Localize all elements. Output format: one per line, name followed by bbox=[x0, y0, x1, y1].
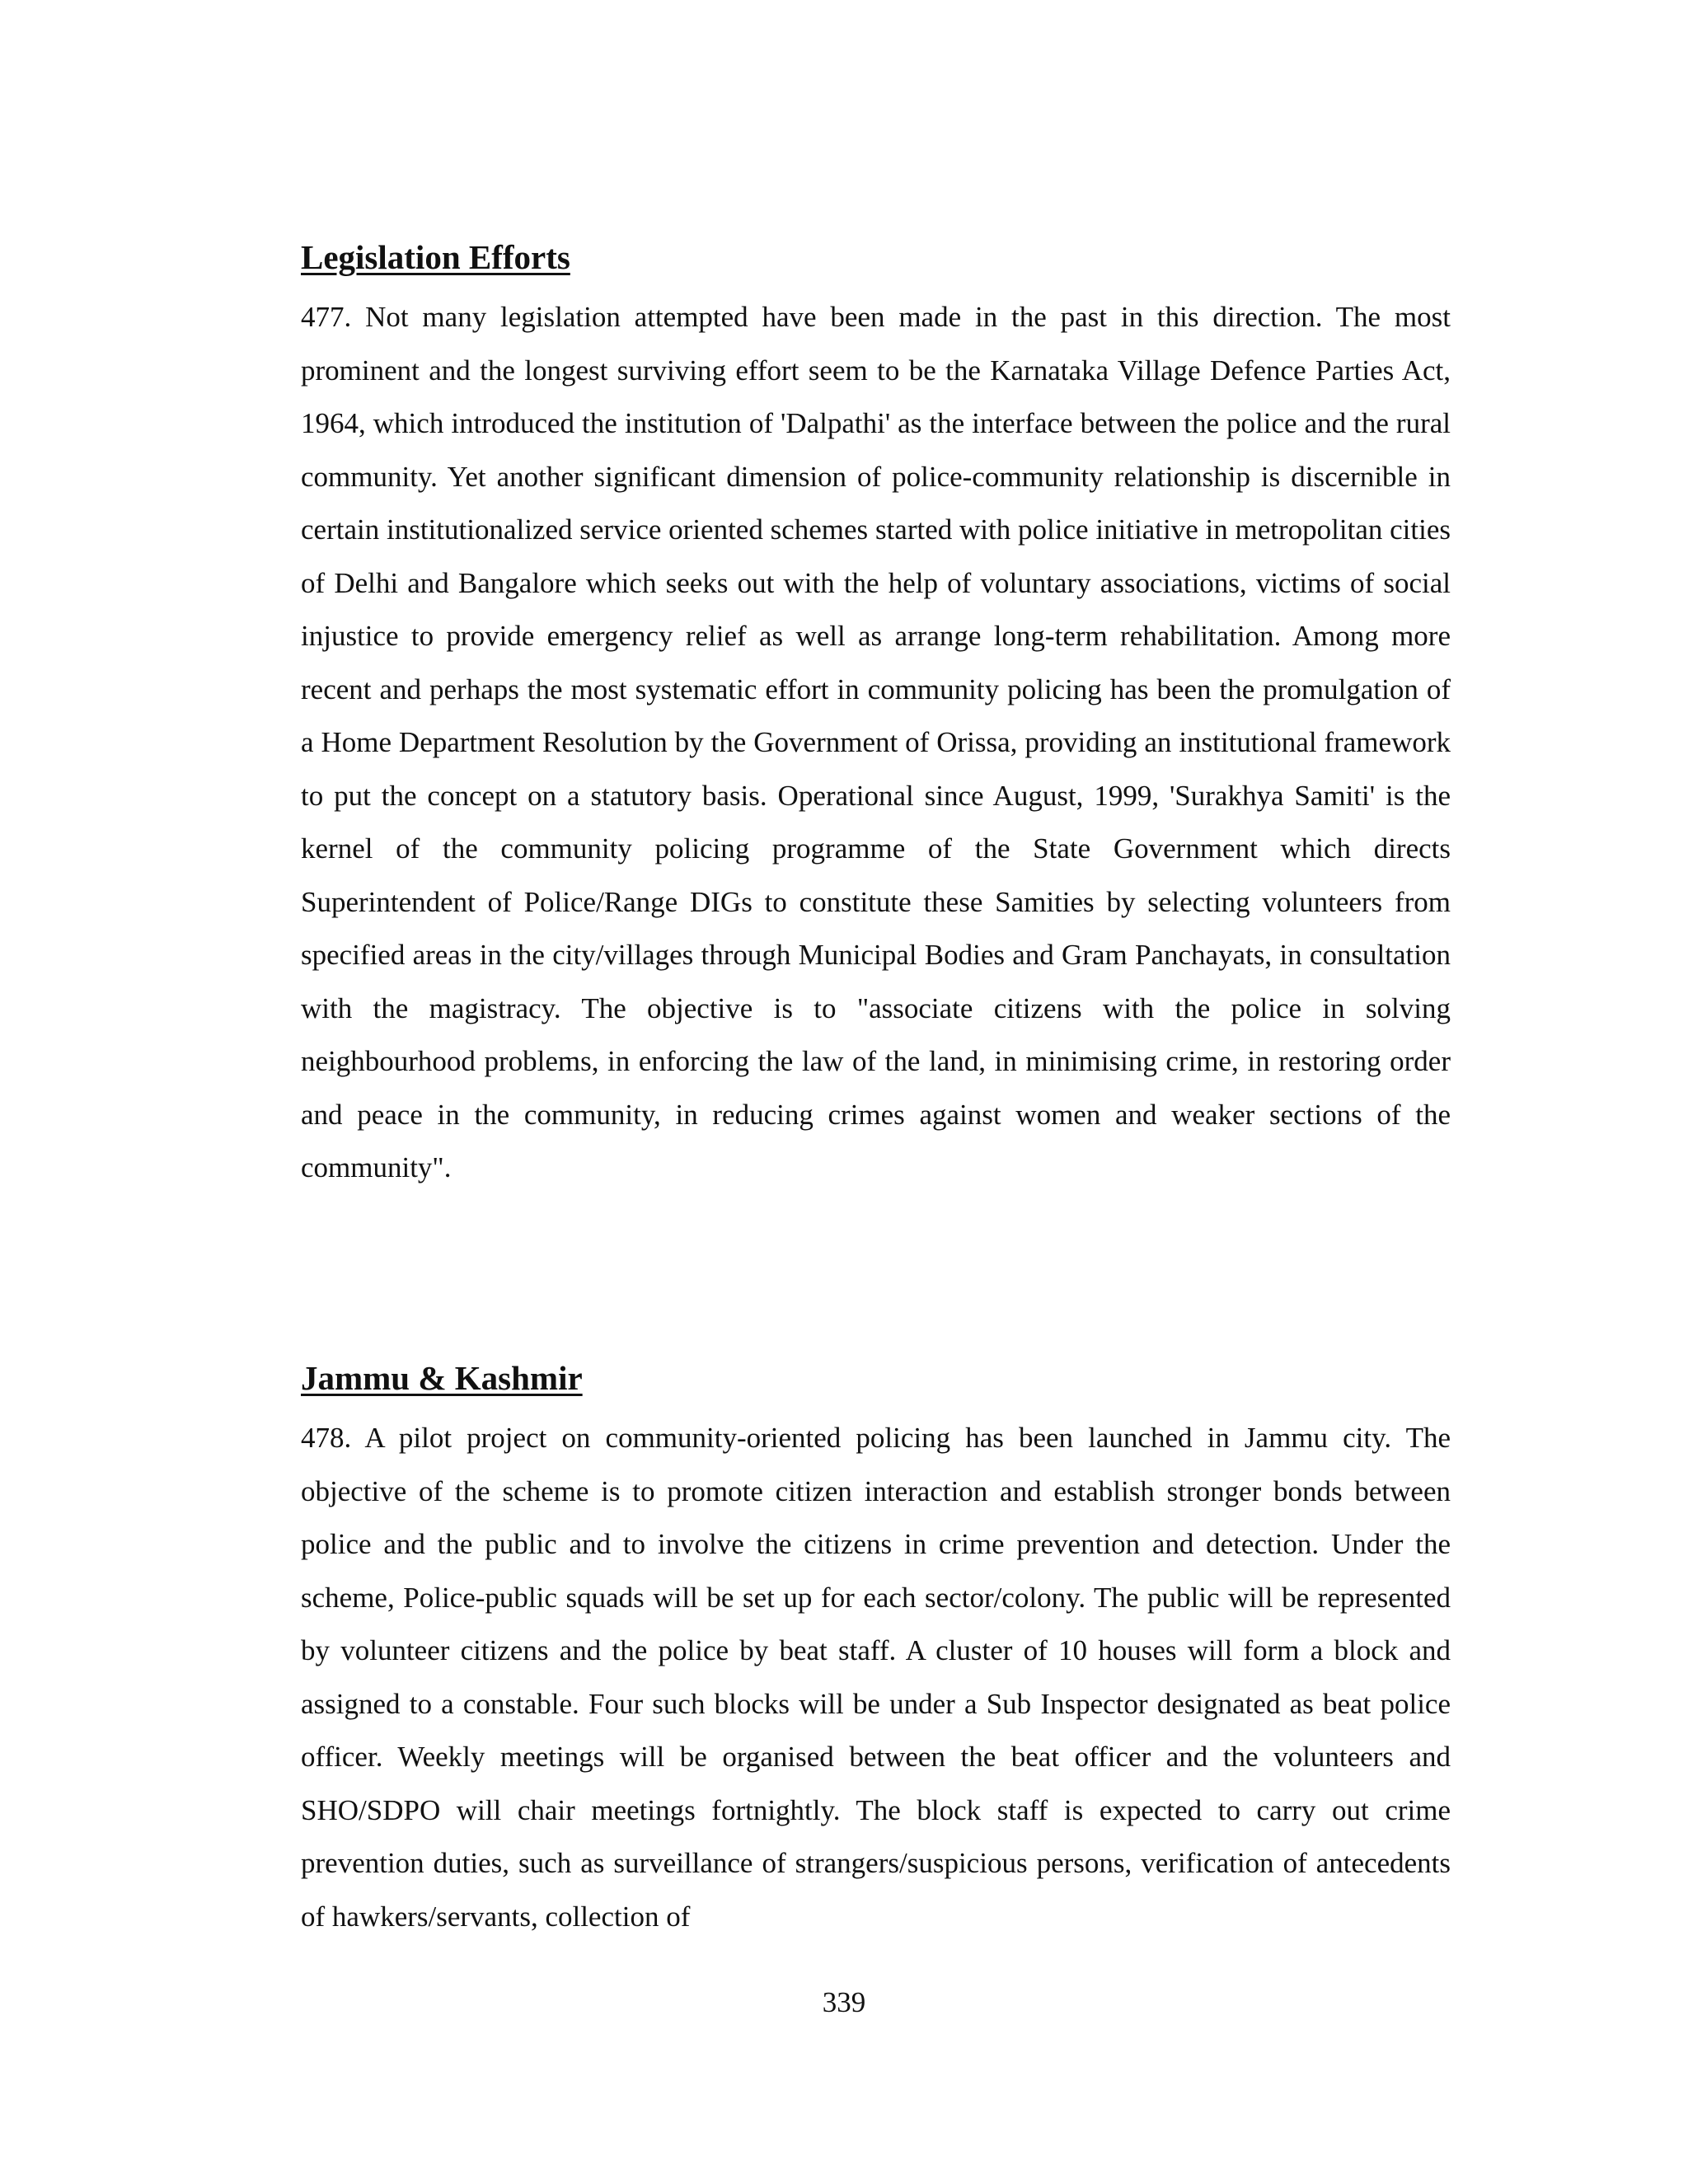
section-heading-legislation-efforts: Legislation Efforts bbox=[301, 238, 570, 276]
section-heading-jammu-kashmir: Jammu & Kashmir bbox=[301, 1359, 583, 1397]
paragraph-477: 477. Not many legislation attempted have been made in the past in this direction. The most prominent and the longest surviving effort seem to be the Karnataka Village Defence Parties Act, 1964, which introduced the institution of 'Dalpathi' as the interface between the police and the rural community. Yet another significant dimension of police-community relationship is discernible in certain institutionalized service oriented schemes started with police initiative in metropolitan cities of Delhi and Bangalore which seeks out with the help of voluntary associations, victims of social injustice to provide emergency relief as well as arrange long-term rehabilitation. Among more recent and perhaps the most systematic effort in community policing has been the promulgation of a Home Department Resolution by the Government of Orissa, providing an institutional framework to put the concept on a statutory basis. Operational since August, 1999, 'Surakhya Samiti' is the kernel of the community policing programme of the State Government which directs Superintendent of Police/Range DIGs to constitute these Samities by selecting volunteers from specified areas in the city/villages through Municipal Bodies and Gram Panchayats, in consultation with the magistracy. The objective is to "associate citizens with the police in solving neighbourhood problems, in enforcing the law of the land, in minimising crime, in restoring order and peace in the community, in reducing crimes against women and weaker sections of the community". bbox=[301, 301, 1451, 1183]
page-number: 339 bbox=[822, 1986, 866, 2018]
paragraph-478: 478. A pilot project on community-oriented policing has been launched in Jammu city. The objective of the scheme is to promote citizen interaction and establish stronger bonds between police and the public and to involve the citizens in crime prevention and detection. Under the scheme, Police-public squads will be set up for each sector/colony. The public will be represented by volunteer citizens and the police by beat staff. A cluster of 10 houses will form a block and assigned to a constable. Four such blocks will be under a Sub Inspector designated as beat police officer. Weekly meetings will be organised between the beat officer and the volunteers and SHO/SDPO will chair meetings fortnightly. The block staff is expected to carry out crime prevention duties, such as surveillance of strangers/suspicious persons, verification of antecedents of hawkers/servants, collection of bbox=[301, 1422, 1451, 1933]
